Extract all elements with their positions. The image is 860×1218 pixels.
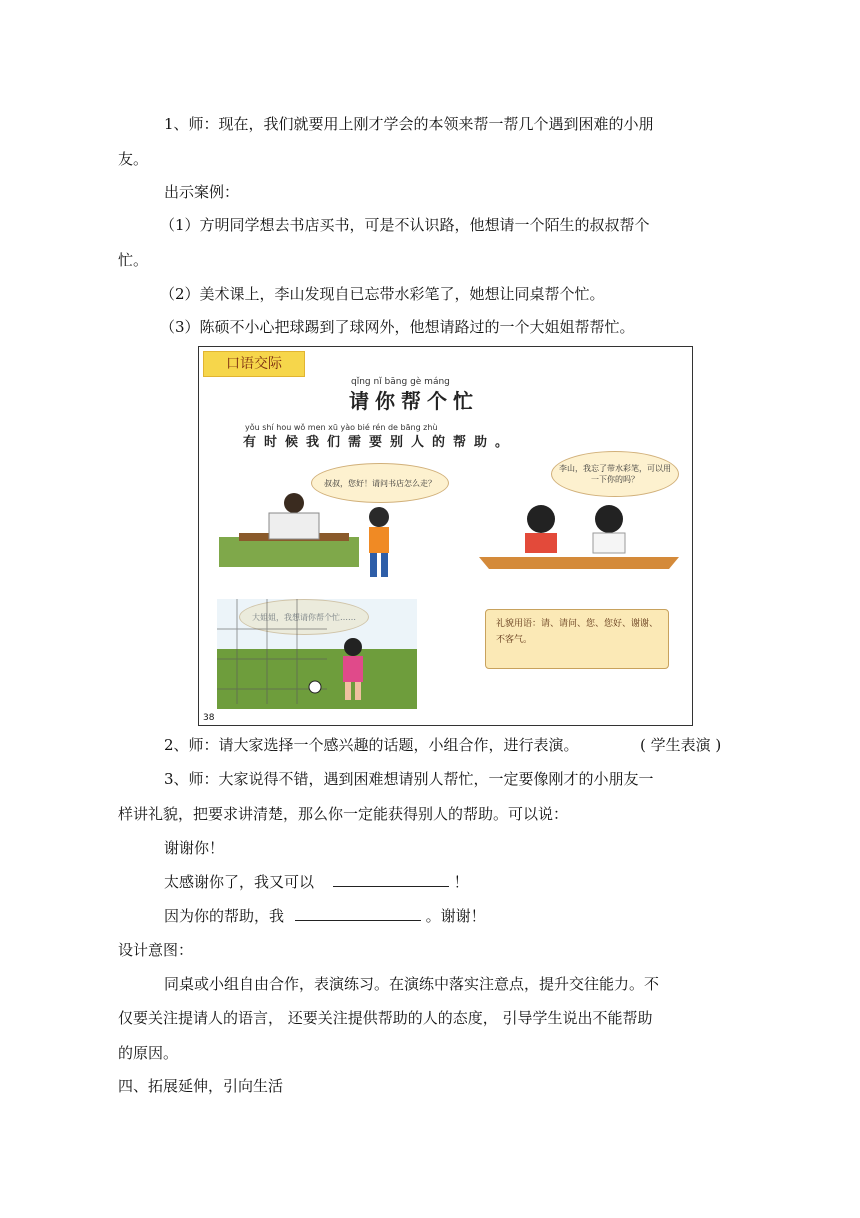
title-pinyin: qǐng nǐ bāng gè máng: [351, 377, 450, 387]
paragraph-note: ( 学生表演 ): [640, 736, 722, 754]
fill-in-blank[interactable]: [295, 906, 421, 921]
section-heading: 设计意图：: [118, 941, 194, 959]
soccer-field-scene-icon: [217, 599, 417, 709]
sentence-prefix: 太感谢你了，我又可以: [164, 873, 315, 891]
paragraph-line: 忙。: [118, 251, 149, 269]
polite-phrases-note: 礼貌用语：请、请问、您、您好、谢谢、不客气。: [485, 609, 669, 669]
paragraph-line: 仅要关注提请人的语言， 还要关注提供帮助的人的态度， 引导学生说出不能帮助: [118, 1009, 653, 1027]
textbook-illustration: [198, 346, 693, 726]
illustration-title: 请你帮个忙: [349, 389, 479, 413]
sentence-prefix: 因为你的帮助，我: [164, 907, 285, 925]
page-number: 38: [203, 713, 215, 723]
speech-bubble: 大姐姐，我想请你帮个忙……: [239, 599, 369, 635]
paragraph-line: 友。: [118, 150, 149, 168]
paragraph-line: 同桌或小组自由合作，表演练习。在演练中落实注意点，提升交往能力。不: [164, 975, 660, 993]
speech-bubble: 叔叔，您好！请问书店怎么走？: [311, 463, 449, 503]
paragraph-line: 1、师：现在，我们就要用上刚才学会的本领来帮一帮几个遇到困难的小朋: [164, 115, 654, 133]
child-icon: [359, 505, 399, 585]
paragraph-line: 谢谢你！: [164, 839, 225, 857]
classroom-scene-icon: [479, 497, 679, 587]
paragraph-line: 3、师：大家说得不错，遇到困难想请别人帮忙，一定要像刚才的小朋友一: [164, 770, 654, 788]
speech-bubble: 李山，我忘了带水彩笔，可以用一下你的吗？: [551, 451, 679, 497]
fill-in-blank[interactable]: [333, 872, 449, 887]
fill-in-sentence: [164, 872, 469, 892]
subtitle-pinyin: yǒu shí hou wǒ men xū yào bié rén de bāng zhù: [245, 423, 438, 432]
sentence-suffix: ！: [453, 873, 469, 891]
bench-scene-icon: [219, 487, 359, 567]
paragraph-line: 出示案例：: [164, 183, 240, 201]
paragraph-line: （2）美术课上，李山发现自已忘带水彩笔了，她想让同桌帮个忙。: [160, 285, 605, 303]
paragraph-line: 样讲礼貌，把要求讲清楚，那么你一定能获得别人的帮助。可以说：: [118, 805, 569, 823]
paragraph-line: （3）陈硕不小心把球踢到了球网外，他想请路过的一个大姐姐帮帮忙。: [160, 318, 635, 336]
section-heading: 四、拓展延伸，引向生活: [118, 1077, 284, 1095]
fill-in-sentence: [164, 906, 486, 926]
paragraph-line: （1）方明同学想去书店买书，可是不认识路，他想请一个陌生的叔叔帮个: [160, 216, 650, 234]
section-tag: 口语交际: [203, 351, 305, 377]
paragraph-line: 的原因。: [118, 1044, 179, 1062]
paragraph-line: 2、师：请大家选择一个感兴趣的话题，小组合作，进行表演。: [164, 736, 579, 754]
illustration-subtitle: 有时候我们需要别人的帮助。: [243, 435, 517, 450]
sentence-suffix: 。谢谢！: [425, 907, 486, 925]
